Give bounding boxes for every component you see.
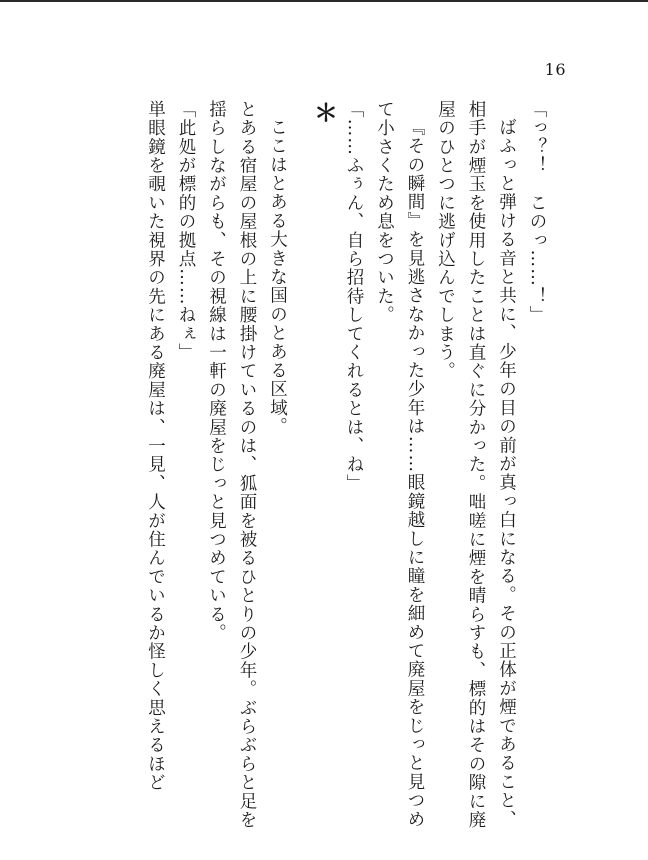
dialogue-line: 「此処が標的の拠点……ねぇ」 [176,100,196,362]
dialogue-line: 「っ？！ このっ……！」 [527,100,547,325]
narration-paragraph: ここはとある大きな国のとある区域。 [267,117,288,436]
scene-break-mark: ＊ [309,100,339,126]
page-number: 16 [544,60,566,79]
top-border-rule [0,0,648,2]
vertical-text-body [140,100,552,840]
narration-paragraph: 単眼鏡を覗いた視界の先にある廃屋は、一見、人が住んでいるか怪しく思えるほど [145,100,166,792]
narration-paragraph: ばふっと弾ける音と共に、少年の目の前が真っ白になる。その正体が煙であること、相手が煙玉を使用したことは直ぐに分かった。咄嗟に煙を晴らすも、標的はその隙に廃屋のひとつに逃げ込んでしまう。 [435,100,517,830]
dialogue-line: 「……ふぅん、自ら招待してくれるとは、ね」 [344,100,364,493]
narration-paragraph: 『その瞬間』を見逃さなかった少年は……眼鏡越しに瞳を細めて廃屋をじっと見つめて小さくため息をついた。 [374,100,425,829]
narration-paragraph: とある宿屋の屋根の上に腰掛けているのは、狐面を被るひとりの少年。ぶらぶらと足を揺らしながらも、その視線は一軒の廃屋をじっと見つめている。 [206,100,257,830]
scene-break-asterisk [293,100,339,840]
